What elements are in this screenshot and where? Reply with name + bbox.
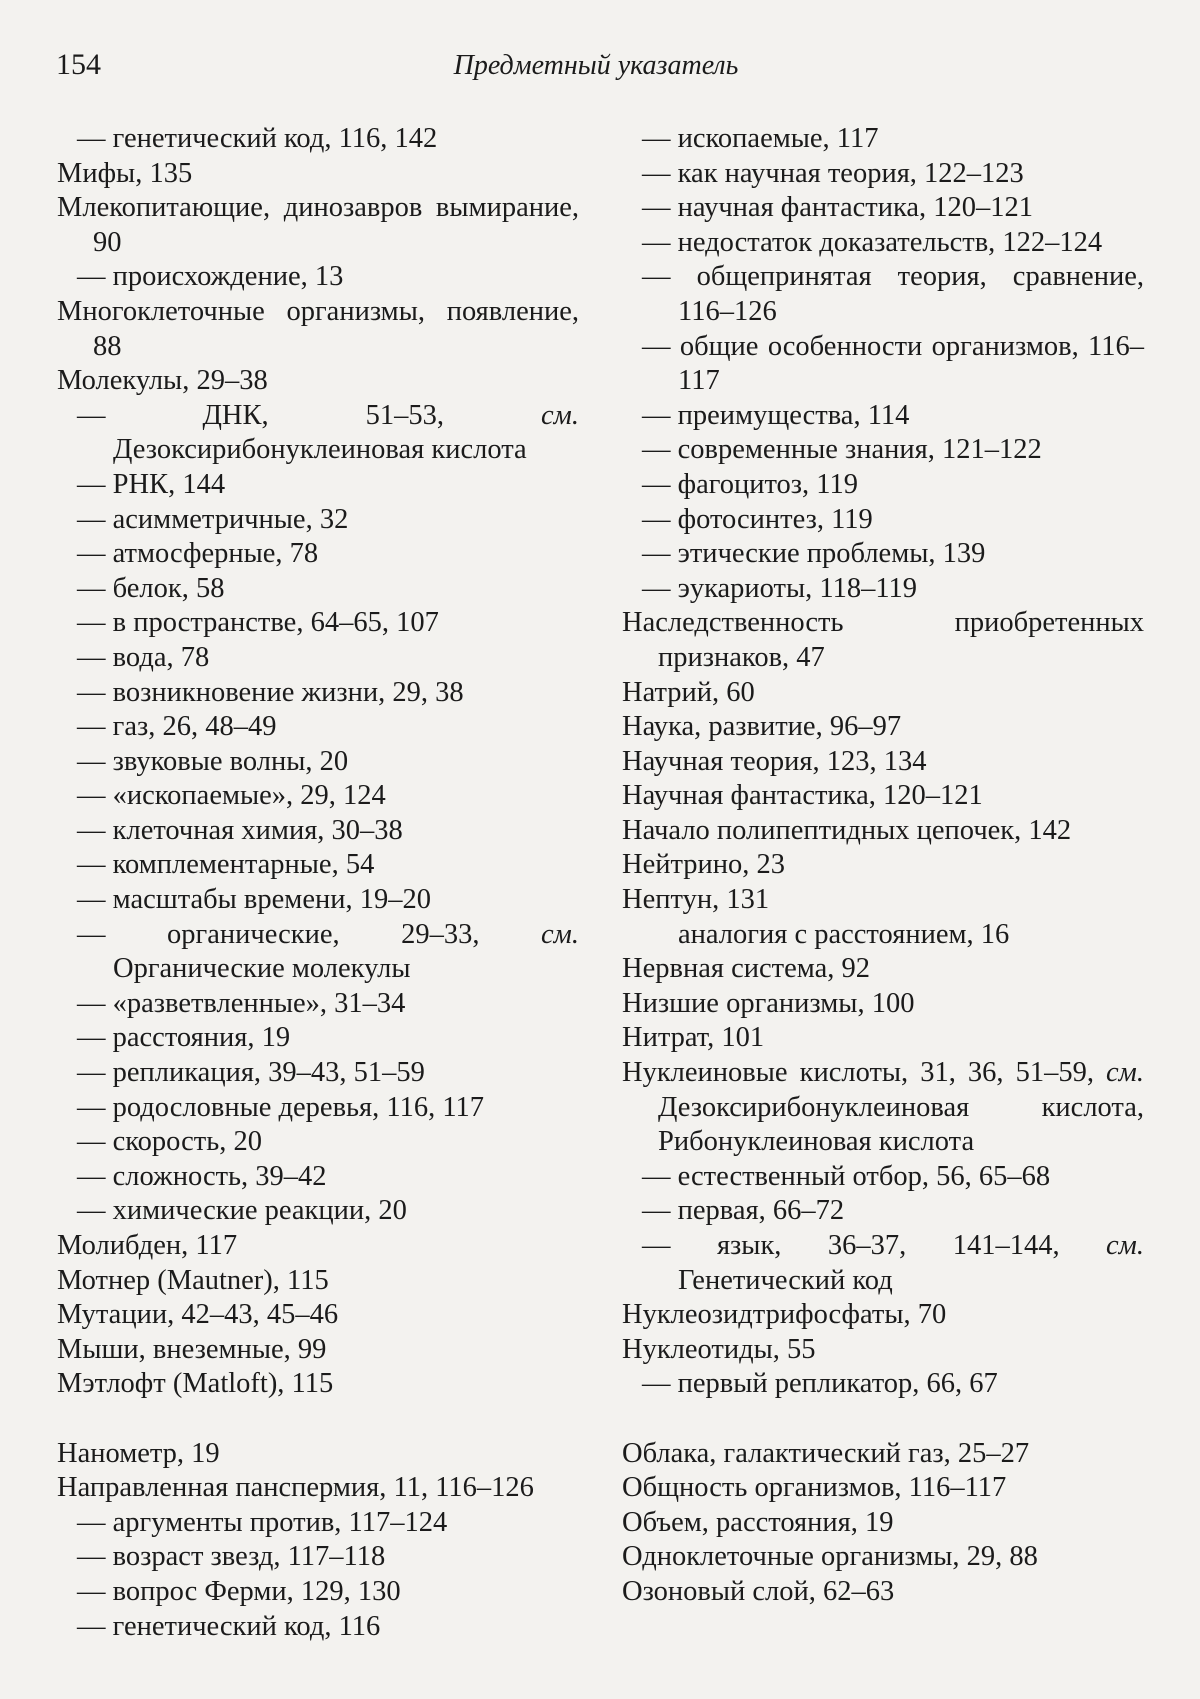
index-entry: Научная фантастика, 120–121 bbox=[622, 780, 983, 812]
index-entry: Мутации, 42–43, 45–46 bbox=[57, 1299, 339, 1331]
index-subentry: — преимущества, 114 bbox=[642, 399, 910, 431]
index-gap bbox=[57, 1402, 579, 1437]
index-subentry: — атмосферные, 78 bbox=[77, 538, 319, 570]
index-entry: Нитрат, 101 bbox=[622, 1022, 765, 1054]
index-entry: Мэтлофт (Matloft), 115 bbox=[57, 1368, 334, 1400]
index-entry: Молекулы, 29–38 bbox=[57, 365, 268, 397]
index-subentry: — естественный отбор, 56, 65–68 bbox=[642, 1160, 1051, 1192]
index-entry: Одноклеточные организмы, 29, 88 bbox=[622, 1541, 1038, 1573]
index-entry: Мотнер (Mautner), 115 bbox=[57, 1264, 329, 1296]
index-subentry: — происхождение, 13 bbox=[77, 261, 344, 293]
index-entry: Облака, галактический газ, 25–27 bbox=[622, 1437, 1030, 1469]
index-subentry: — современные знания, 121–122 bbox=[642, 434, 1042, 466]
index-entry: Объем, расстояния, 19 bbox=[622, 1506, 894, 1538]
index-entry: Нейтрино, 23 bbox=[622, 849, 786, 881]
running-title: Предметный указатель bbox=[453, 50, 739, 81]
cross-reference-marker: см. bbox=[1106, 1230, 1144, 1261]
index-entry: Научная теория, 123, 134 bbox=[622, 745, 927, 777]
index-entry: Нуклеотиды, 55 bbox=[622, 1333, 816, 1365]
index-subentry: — возраст звезд, 117–118 bbox=[77, 1541, 386, 1573]
cross-reference-marker: см. bbox=[1106, 1057, 1144, 1089]
index-subentry: — общепринятая теория, сравнение, 116–126 bbox=[642, 261, 1144, 327]
index-entry: Нуклеозидтрифосфаты, 70 bbox=[622, 1299, 947, 1331]
index-entry: Общность организмов, 116–117 bbox=[622, 1472, 1007, 1504]
index-subentry: — клеточная химия, 30–38 bbox=[77, 814, 403, 846]
index-subentry: — вода, 78 bbox=[77, 641, 210, 673]
index-subentry: — вопрос Ферми, 129, 130 bbox=[77, 1575, 401, 1607]
index-subentry: — комплементарные, 54 bbox=[77, 849, 375, 881]
index-entry: Низшие организмы, 100 bbox=[622, 987, 915, 1019]
index-entry: Нептун, 131 bbox=[622, 884, 770, 916]
page-number: 154 bbox=[56, 48, 101, 81]
index-subentry: — фагоцитоз, 119 bbox=[642, 468, 859, 500]
index-subentry: — аргументы против, 117–124 bbox=[77, 1506, 448, 1538]
index-entry: Мифы, 135 bbox=[57, 157, 193, 189]
index-entry: Начало полипептидных цепочек, 142 bbox=[622, 814, 1072, 846]
index-subentry: — асимметричные, 32 bbox=[77, 503, 349, 535]
index-subentry: — белок, 58 bbox=[77, 572, 225, 604]
index-entry: Нуклеиновые кислоты, 31, 36, 51–59, см. Дезоксирибонуклеиновая кислота, Рибонуклеиновая кислота bbox=[622, 1057, 1144, 1158]
index-subentry: — эукариоты, 118–119 bbox=[642, 572, 918, 604]
index-entry: Наука, развитие, 96–97 bbox=[622, 711, 902, 743]
index-subentry: — РНК, 144 bbox=[77, 468, 226, 500]
index-subentry: — ископаемые, 117 bbox=[642, 123, 879, 154]
index-subentry: аналогия с расстоянием, 16 bbox=[678, 918, 1010, 950]
index-subentry: — звуковые волны, 20 bbox=[77, 745, 349, 777]
index-subentry: — фотосинтез, 119 bbox=[642, 503, 873, 535]
index-gap bbox=[622, 1402, 1144, 1437]
index-entry: Нервная система, 92 bbox=[622, 953, 870, 985]
index-subentry: — научная фантастика, 120–121 bbox=[642, 192, 1034, 224]
index-subentry: — скорость, 20 bbox=[77, 1126, 262, 1158]
index-entry: Молибден, 117 bbox=[57, 1230, 238, 1261]
index-subentry: — масштабы времени, 19–20 bbox=[77, 884, 431, 916]
index-subentry: — родословные деревья, 116, 117 bbox=[77, 1091, 485, 1123]
index-subentry: — газ, 26, 48–49 bbox=[77, 711, 277, 743]
index-column-right bbox=[622, 122, 1144, 1610]
index-subentry: — первый репликатор, 66, 67 bbox=[642, 1368, 998, 1400]
index-subentry: — сложность, 39–42 bbox=[77, 1160, 327, 1192]
index-subentry: — этические проблемы, 139 bbox=[642, 538, 986, 570]
index-entry: Натрий, 60 bbox=[622, 676, 755, 708]
index-subentry: — органические, 29–33, см. Органические молекулы bbox=[77, 918, 579, 985]
index-entry: Наследственность приобретенных признаков, 47 bbox=[622, 607, 1144, 673]
index-subentry: — возникновение жизни, 29, 38 bbox=[77, 676, 464, 708]
index-subentry: — в пространстве, 64–65, 107 bbox=[77, 607, 439, 639]
page-header bbox=[56, 48, 1136, 88]
index-subentry: — ДНК, 51–53, см. Дезоксирибонуклеиновая кислота bbox=[77, 399, 579, 466]
cross-reference-marker: см. bbox=[541, 918, 579, 950]
index-subentry: — как научная теория, 122–123 bbox=[642, 157, 1024, 189]
index-subentry: — «разветвленные», 31–34 bbox=[77, 987, 406, 1019]
cross-reference-marker: см. bbox=[541, 399, 579, 431]
index-subentry: — первая, 66–72 bbox=[642, 1195, 845, 1227]
index-subentry: — язык, 36–37, 141–144, см. Генетический код bbox=[642, 1230, 1144, 1296]
index-entry: Млекопитающие, динозавров вымирание, 90 bbox=[57, 192, 579, 258]
index-entry: Мыши, внеземные, 99 bbox=[57, 1333, 327, 1365]
index-subentry: — генетический код, 116, 142 bbox=[77, 123, 438, 154]
index-column-left bbox=[57, 122, 579, 1644]
index-entry: Направленная панспермия, 11, 116–126 bbox=[57, 1472, 534, 1504]
index-subentry: — генетический код, 116 bbox=[77, 1610, 381, 1642]
index-entry: Нанометр, 19 bbox=[57, 1437, 220, 1469]
index-entry: Многоклеточные организмы, появление, 88 bbox=[57, 295, 579, 362]
index-subentry: — химические реакции, 20 bbox=[77, 1195, 407, 1227]
index-subentry: — «ископаемые», 29, 124 bbox=[77, 780, 386, 812]
index-subentry: — расстояния, 19 bbox=[77, 1022, 291, 1054]
index-subentry: — репликация, 39–43, 51–59 bbox=[77, 1057, 425, 1089]
index-entry: Озоновый слой, 62–63 bbox=[622, 1575, 895, 1607]
index-subentry: — общие особенности организмов, 116–117 bbox=[642, 330, 1144, 397]
index-subentry: — недостаток доказательств, 122–124 bbox=[642, 226, 1103, 258]
